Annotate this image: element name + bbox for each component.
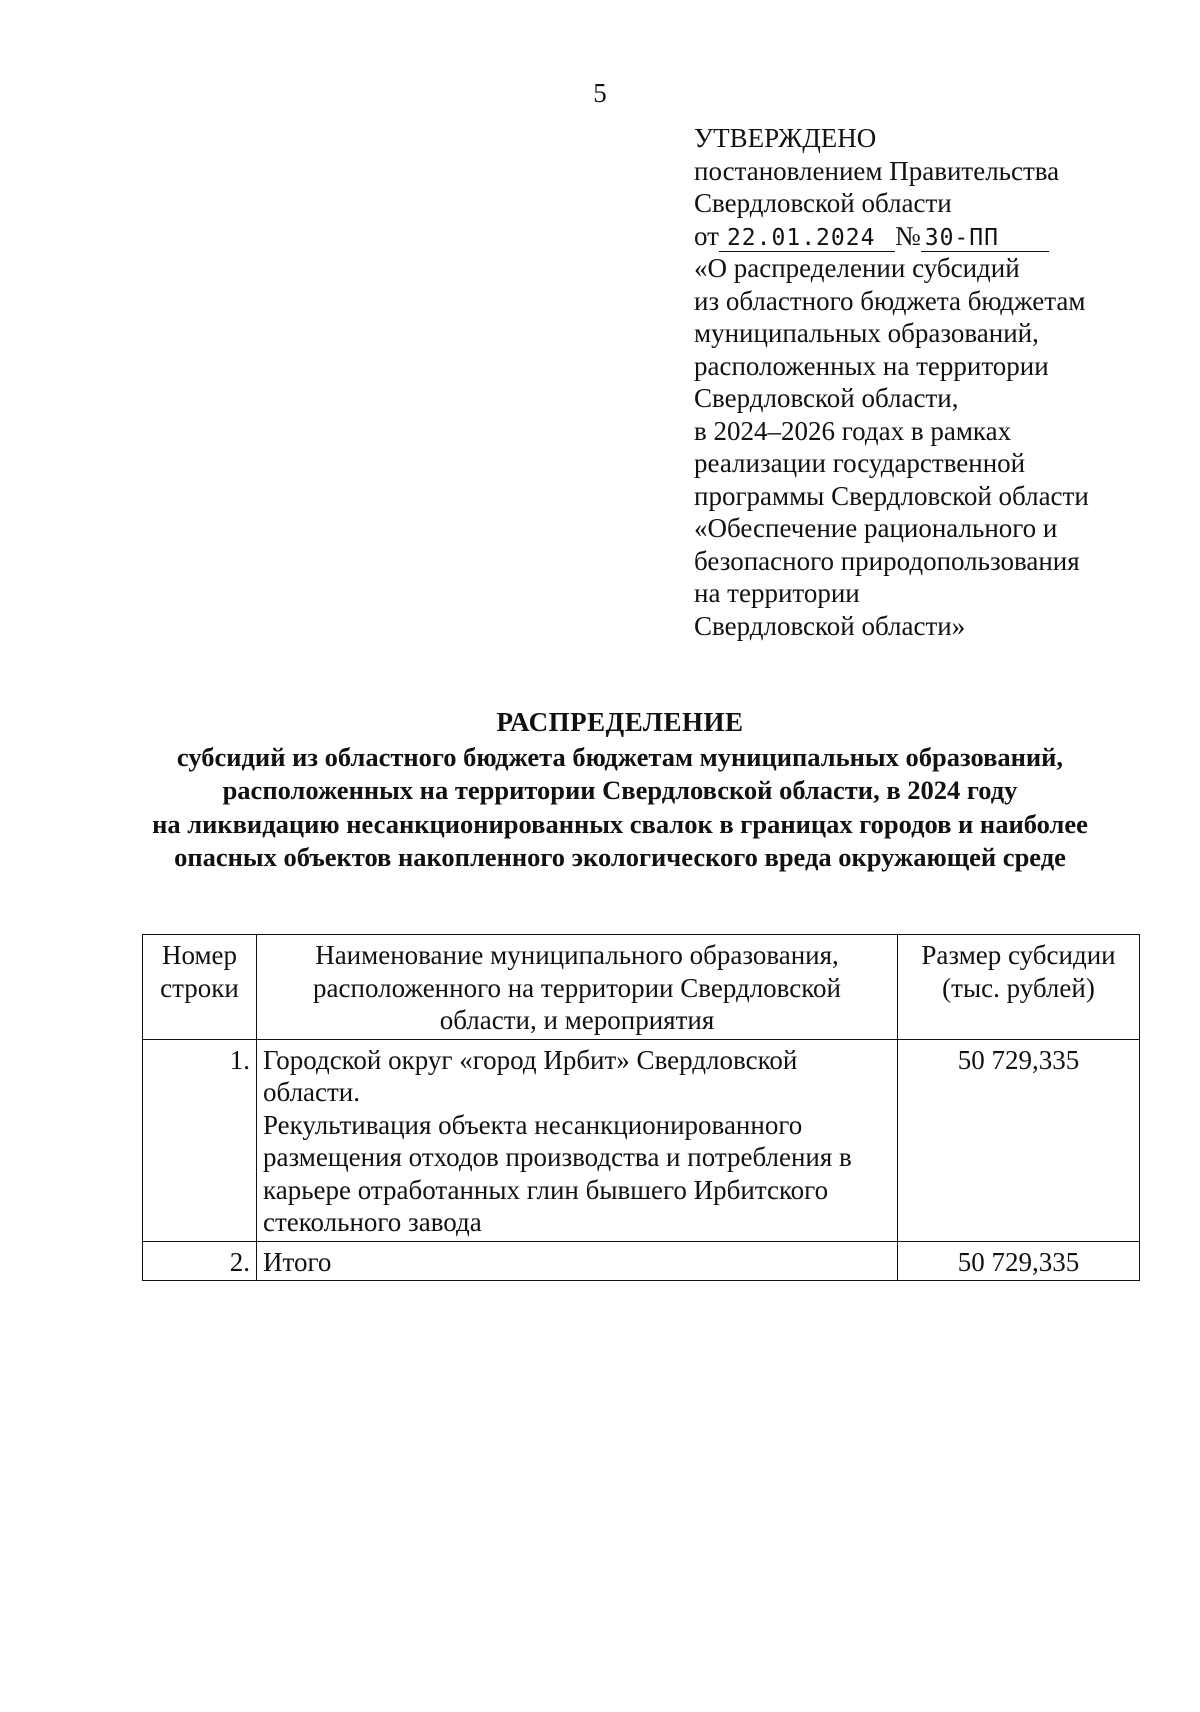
municipality-name: Городской округ «город Ирбит» Свердловской области. (263, 1044, 798, 1107)
row-number: 1. (143, 1039, 257, 1241)
number-sign: № (894, 220, 921, 251)
row-municipality (257, 1039, 898, 1241)
header-row-number: Номер строки (143, 935, 257, 1040)
approval-subject-line: безопасного природопользования (694, 545, 1080, 576)
page-number: 5 (593, 78, 607, 108)
table-header-row (143, 935, 1140, 1040)
title-line-1: субсидий из областного бюджета бюджетам муниципальных образований, (176, 741, 1064, 772)
document-title (120, 706, 1120, 875)
title-heading: РАСПРЕДЕЛЕНИЕ (496, 707, 744, 737)
header-municipality: Наименование муниципального образования, расположенного на территории Свердловской области, и мероприятия (257, 935, 898, 1040)
title-line-3: на ликвидацию несанкционированных свалок в границах городов и наиболее (152, 808, 1088, 839)
approval-number: 30-ПП (921, 225, 1049, 252)
approval-subject (694, 252, 1164, 642)
title-line-2: расположенных на территории Свердловской области, в 2024 году (222, 775, 1018, 805)
approval-subject-line: на территории (694, 578, 860, 608)
approval-subject-line: в 2024–2026 годах в рамках (694, 415, 1012, 446)
approval-date-line (694, 220, 1164, 253)
approval-title: УТВЕРЖДЕНО (694, 123, 877, 153)
activity-description: Рекультивация объекта несанкционированного размещения отходов производства и потребления в карьере отработанных глин бывшего Ирбитского стекольного завода (263, 1109, 852, 1237)
approval-subject-line: расположенных на территории (694, 350, 1049, 381)
approval-stamp-block (694, 122, 1164, 642)
approval-subject-line: реализации государственной (694, 448, 1026, 478)
approval-subject-line: «Обеспечение рационального и (694, 513, 1058, 543)
header-subsidy-amount: Размер субсидии (тыс. рублей) (898, 935, 1140, 1040)
approval-subject-line: Свердловской области» (694, 610, 966, 641)
approval-subject-line: программы Свердловской области (694, 480, 1089, 511)
table-row (143, 1039, 1140, 1241)
row-subsidy-amount: 50 729,335 (898, 1039, 1140, 1241)
from-prefix: от (694, 220, 719, 251)
approval-date: 22.01.2024 (719, 225, 895, 252)
total-amount: 50 729,335 (898, 1241, 1140, 1281)
approval-line-2: Свердловской области (694, 188, 952, 218)
table-row-total (143, 1241, 1140, 1281)
approval-subject-line: «О распределении субсидий (694, 253, 1020, 283)
approval-subject-line: муниципальных образований, (694, 318, 1039, 348)
approval-line-1: постановлением Правительства (694, 155, 1060, 186)
total-label: Итого (257, 1241, 898, 1281)
distribution-table (142, 934, 1140, 1281)
row-number: 2. (143, 1241, 257, 1281)
title-line-4: опасных объектов накопленного экологического вреда окружающей среде (174, 842, 1066, 872)
approval-subject-line: из областного бюджета бюджетам (694, 285, 1086, 316)
approval-subject-line: Свердловской области, (694, 383, 959, 413)
